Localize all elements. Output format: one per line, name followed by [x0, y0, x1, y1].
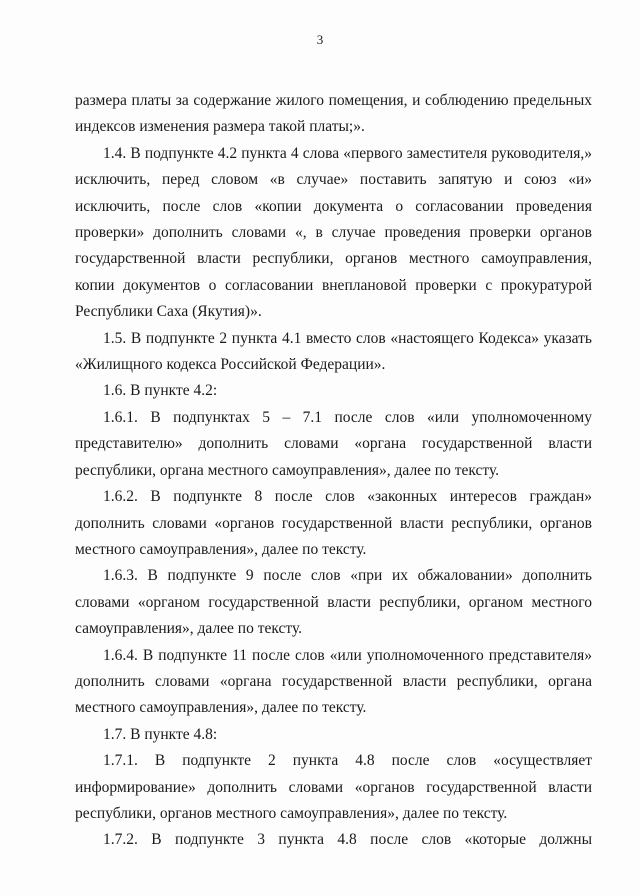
paragraph-1-6-2: 1.6.2. В подпункте 8 после слов «законных интересов граждан» дополнить словами «органов государственной власти республики, органов местного самоуправления», далее по тексту. [75, 488, 592, 558]
paragraph-1-4: 1.4. В подпункте 4.2 пункта 4 слова «первого заместителя руководителя,» исключить, перед словом «в случае» поставить запятую и союз «и» исключить, после слов «копии документа о согласовании проведения проверки» дополнить словами «, в случае проведения проверки органов государственной власти республики, органов местного самоуправления, копии документов о согласовании внеплановой проверки с прокуратурой Республики Саха (Якутия)». [75, 144, 592, 321]
paragraph-1-6-1: 1.6.1. В подпунктах 5 – 7.1 после слов «или уполномоченному представителю» дополнить словами «органа государственной власти республики, органа местного самоуправления», далее по тексту. [75, 408, 592, 479]
paragraph-1-6-3: 1.6.3. В подпункте 9 после слов «при их обжаловании» дополнить словами «органом государственной власти республики, органом местного самоуправления», далее по тексту. [75, 567, 592, 638]
paragraph-1-7-2: 1.7.2. В подпункте 3 пункта 4.8 после слов «которые должны [103, 831, 592, 849]
paragraph-1-6-4: 1.6.4. В подпункте 11 после слов «или уполномоченного представителя» дополнить словами «органа государственной власти республики, органа местного самоуправления», далее по тексту. [75, 646, 592, 717]
page-number: 3 [316, 32, 324, 47]
paragraph-1-7-1: 1.7.1. В подпункте 2 пункта 4.8 после слов «осуществляет информирование» дополнить словами «органов государственной власти республики, органов местного самоуправления», далее по тексту. [75, 752, 592, 822]
document-body [75, 88, 592, 854]
paragraph-1-5: 1.5. В подпункте 2 пункта 4.1 вместо слов «настоящего Кодекса» указать «Жилищного кодекса Российской Федерации». [75, 329, 592, 374]
paragraph-1-7: 1.7. В пункте 4.8: [103, 725, 218, 743]
paragraph-1-6: 1.6. В пункте 4.2: [103, 382, 218, 400]
paragraph-continuation: размера платы за содержание жилого помещения, и соблюдению предельных индексов изменения размера такой платы;». [75, 92, 592, 136]
